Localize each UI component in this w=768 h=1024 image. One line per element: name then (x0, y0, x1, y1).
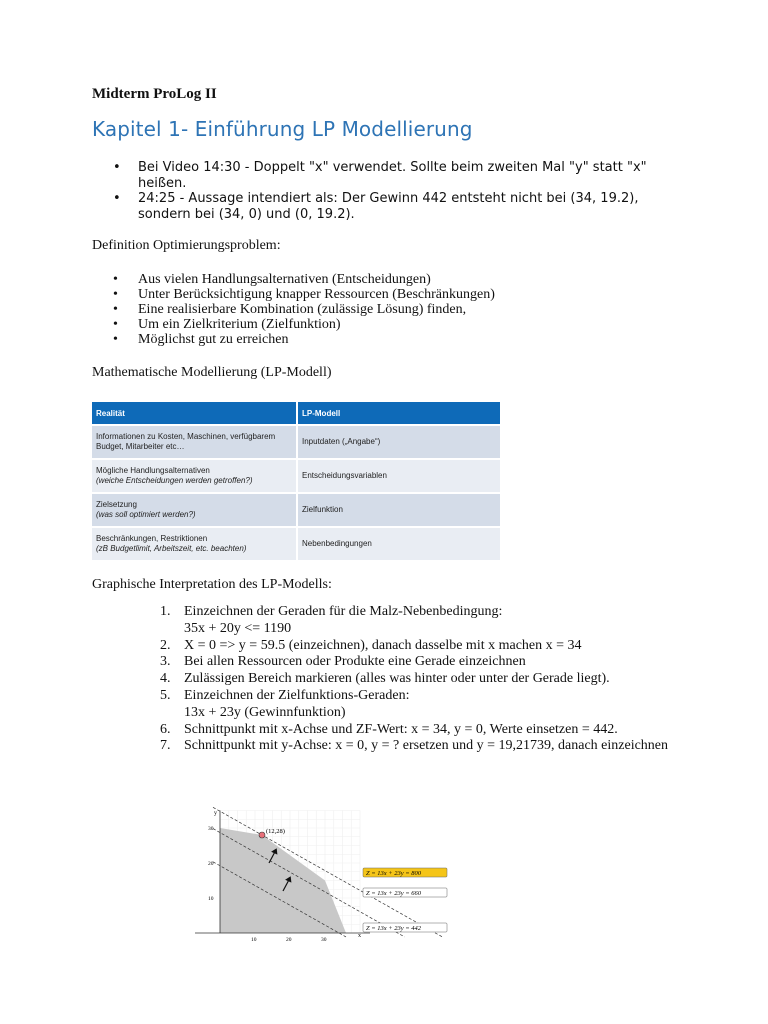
table-row (92, 426, 500, 458)
model-heading: Mathematische Modellierung (LP-Modell) (92, 365, 332, 380)
table-cell-lp: Nebenbedingungen (298, 528, 500, 560)
step-text: Einzeichnen der Zielfunktions-Geraden: (184, 687, 410, 703)
reality-text: Zielsetzung (96, 500, 137, 509)
reality-text: Beschränkungen, Restriktionen (96, 534, 208, 543)
lp-table (92, 400, 500, 562)
step-item (92, 604, 668, 638)
table-row (92, 460, 500, 492)
optimum-point (259, 832, 265, 838)
steps-list (92, 604, 668, 755)
step-item (92, 722, 668, 739)
table-header-lp: LP-Modell (298, 402, 500, 424)
step-item (92, 638, 668, 655)
objective-label: Z = 13x + 23y = 800 (366, 870, 422, 877)
step-number: 4. (160, 671, 171, 687)
table-header-reality: Realität (92, 402, 298, 424)
optimum-label: (12,28) (266, 828, 285, 835)
step-text: Zulässigen Bereich markieren (alles was hinter oder unter der Gerade liegt). (184, 671, 610, 687)
table-cell-lp: Entscheidungsvariablen (298, 460, 500, 492)
step-item (92, 671, 668, 688)
reality-text: Mögliche Handlungsalternativen (96, 466, 210, 475)
definition-list (92, 272, 495, 347)
reality-note: (was soll optimiert werden?) (96, 510, 196, 519)
table-row (92, 494, 500, 526)
note-item: • 24:25 - Aussage intendiert als: Der Gewinn 442 entsteht nicht bei (34, 19.2), sondern bei (34, 0) und (0, 19.2). (92, 191, 652, 222)
table-row (92, 528, 500, 560)
step-text: Bei allen Ressourcen oder Produkte eine Gerade einzeichnen (184, 654, 526, 670)
lp-graph-figure (195, 785, 475, 945)
step-item (92, 738, 668, 755)
table-cell-reality (92, 460, 298, 492)
chapter-heading: Kapitel 1- Einführung LP Modellierung (92, 117, 473, 141)
objective-label: Z = 13x + 23y = 660 (366, 890, 422, 897)
objective-label: Z = 13x + 23y = 442 (366, 925, 422, 932)
table-cell-lp: Zielfunktion (298, 494, 500, 526)
step-text: X = 0 => y = 59.5 (einzeichnen), danach dasselbe mit x machen x = 34 (184, 637, 582, 653)
table-cell-reality (92, 494, 298, 526)
definition-item: • Aus vielen Handlungsalternativen (Entscheidungen) (92, 272, 495, 287)
definition-item: • Möglichst gut zu erreichen (92, 332, 495, 347)
step-number: 3. (160, 654, 171, 670)
definition-item: • Unter Berücksichtigung knapper Ressourcen (Beschränkungen) (92, 287, 495, 302)
step-number: 5. (160, 687, 171, 703)
y-tick-label: 10 (208, 896, 214, 902)
x-tick-label: 20 (286, 937, 292, 943)
x-tick-label: 10 (251, 937, 257, 943)
doc-title: Midterm ProLog II (92, 86, 217, 102)
notes-list (92, 160, 652, 222)
table-cell-reality (92, 426, 298, 458)
step-item (92, 654, 668, 671)
step-number: 2. (160, 637, 171, 653)
step-number: 1. (160, 604, 171, 619)
note-item: • Bei Video 14:30 - Doppelt "x" verwendet. Sollte beim zweiten Mal "y" statt "x" heißen. (92, 160, 652, 191)
definition-item: • Um ein Zielkriterium (Zielfunktion) (92, 317, 495, 332)
y-axis-label: y (214, 810, 217, 817)
reality-note: (zB Budgetlimit, Arbeitszeit, etc. beachten) (96, 544, 247, 553)
table-cell-lp: Inputdaten („Angabe“) (298, 426, 500, 458)
step-item (92, 688, 668, 722)
reality-note: (weiche Entscheidungen werden getroffen?) (96, 476, 253, 485)
y-tick-label: 30 (208, 826, 214, 832)
step-number: 6. (160, 721, 171, 737)
table-header-row (92, 402, 500, 424)
step-text: Schnittpunkt mit y-Achse: x = 0, y = ? ersetzen und y = 19,21739, danach einzeichnen (184, 738, 669, 754)
step-subtext: 13x + 23y (Gewinnfunktion) (184, 704, 346, 720)
step-text: Schnittpunkt mit x-Achse und ZF-Wert: x = 34, y = 0, Werte einsetzen = 442. (184, 721, 618, 737)
lp-graph (195, 785, 475, 945)
reality-text: Informationen zu Kosten, Maschinen, verfügbarem Budget, Mitarbeiter etc… (96, 432, 276, 451)
graph-heading: Graphische Interpretation des LP-Modells: (92, 577, 332, 592)
step-number: 7. (160, 738, 171, 754)
x-tick-label: 30 (321, 937, 327, 943)
y-tick-label: 20 (208, 861, 214, 867)
table-cell-reality (92, 528, 298, 560)
step-subtext: 35x + 20y <= 1190 (184, 620, 292, 636)
step-text: Einzeichnen der Geraden für die Malz-Nebenbedingung: (184, 604, 503, 619)
definition-heading: Definition Optimierungsproblem: (92, 238, 281, 253)
definition-item: • Eine realisierbare Kombination (zulässige Lösung) finden, (92, 302, 495, 317)
x-axis-label: x (358, 933, 361, 939)
